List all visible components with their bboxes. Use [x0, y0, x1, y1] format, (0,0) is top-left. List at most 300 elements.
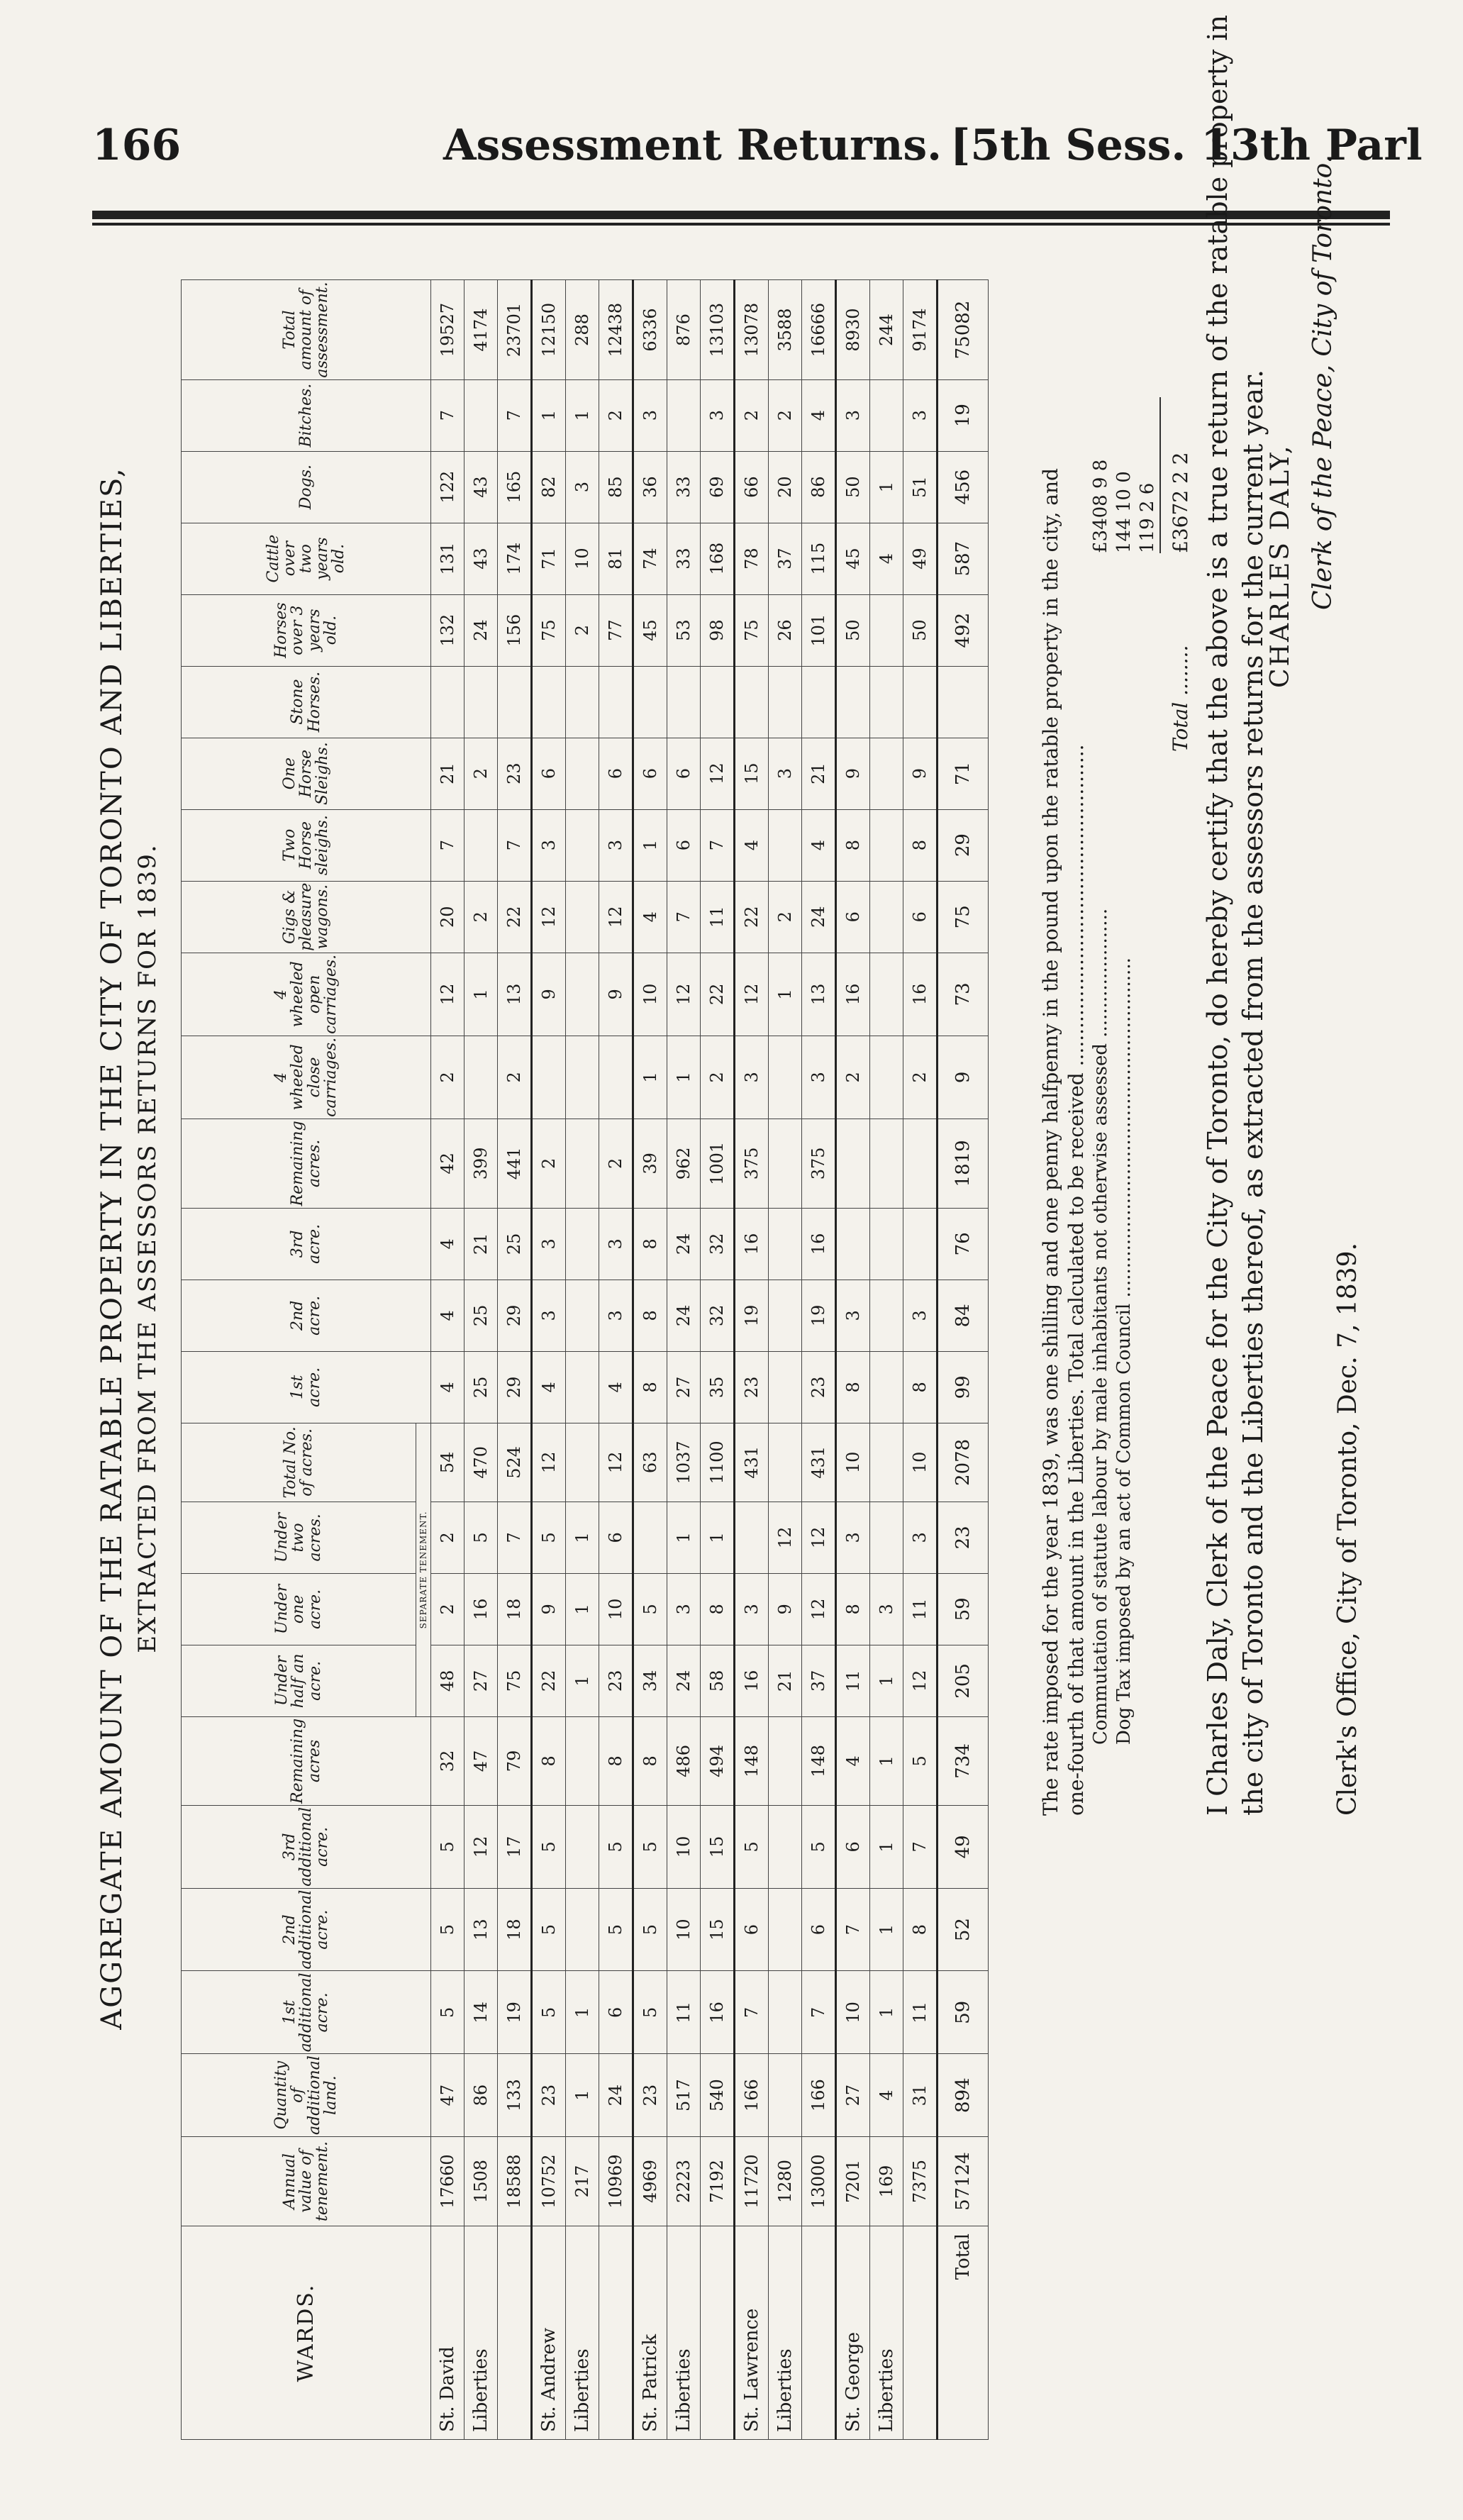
table-cell: 9	[769, 1573, 802, 1645]
table-cell: 33	[667, 523, 701, 594]
table-cell: 25	[498, 1208, 532, 1280]
table-cell: 15	[735, 738, 769, 809]
column-header-label: One Horse Sleighs.	[280, 742, 332, 805]
table-cell: 9	[532, 1573, 566, 1645]
column-header	[182, 1971, 431, 2054]
subtotal-row	[498, 280, 532, 2440]
table-cell: 1	[870, 1716, 903, 1805]
table-cell: 33	[667, 451, 701, 523]
table-cell	[566, 1036, 599, 1119]
total-cell: 71	[938, 738, 989, 809]
table-cell: 5	[599, 1805, 633, 1888]
table-cell: 6336	[633, 280, 667, 379]
table-cell	[465, 809, 498, 881]
table-cell	[769, 1805, 802, 1888]
table-cell	[870, 379, 903, 451]
column-header	[182, 1805, 431, 1888]
table-cell: 5	[532, 1502, 566, 1573]
table-cell	[870, 1423, 903, 1502]
table-cell: 69	[701, 451, 735, 523]
table-cell: 399	[465, 1119, 498, 1208]
total-cell: 75	[938, 881, 989, 953]
subtotal-row	[599, 280, 633, 2440]
ward-name: St. Lawrence	[735, 2226, 769, 2440]
total-cell: 894	[938, 2054, 989, 2137]
table-cell: 31	[903, 2054, 938, 2137]
table-cell: 27	[465, 1645, 498, 1716]
separate-tenement-header: SEPARATE TENEMENT.	[416, 1423, 431, 1716]
table-cell: 133	[498, 2054, 532, 2137]
table-cell: 3	[836, 1502, 870, 1573]
table-cell: 19	[802, 1280, 836, 1351]
rate-note-line2: one-fourth of that amount in the Liberties. Total calculated to be received ...................................................	[1064, 744, 1088, 1816]
table-cell	[735, 1502, 769, 1573]
table-cell: 5	[633, 1971, 667, 2054]
certification-line2: the city of Toronto and the Liberties thereof, as extracted from the assessors returns for the current year.	[1237, 369, 1269, 1816]
table-cell: 19	[735, 1280, 769, 1351]
table-cell: 1	[667, 1036, 701, 1119]
table-cell: 7	[701, 809, 735, 881]
table-cell: 4	[836, 1716, 870, 1805]
table-cell: 13103	[701, 280, 735, 379]
table-cell: 5	[532, 1805, 566, 1888]
table-cell: 79	[498, 1716, 532, 1805]
table-cell: 1	[465, 953, 498, 1036]
column-header	[182, 1036, 431, 1119]
table-cell: 6	[836, 881, 870, 953]
table-cell: 4	[802, 379, 836, 451]
table-cell: 86	[802, 451, 836, 523]
table-cell: 85	[599, 451, 633, 523]
session-label: [5th Sess. 13th Parl	[950, 121, 1423, 170]
table-cell: 2223	[667, 2137, 701, 2226]
table-cell: 7	[667, 881, 701, 953]
total-cell: 23	[938, 1502, 989, 1573]
table-cell: 7	[498, 379, 532, 451]
table-cell: 15	[701, 1888, 735, 1971]
table-cell	[769, 2054, 802, 2137]
column-header	[182, 1119, 431, 1208]
wards-header: WARDS.	[182, 2226, 431, 2440]
table-cell: 2	[431, 1036, 465, 1119]
table-cell: 10	[566, 523, 599, 594]
table-cell: 16	[735, 1208, 769, 1280]
table-cell: 51	[903, 451, 938, 523]
table-cell: 11	[903, 1573, 938, 1645]
table-cell: 16	[465, 1573, 498, 1645]
column-header	[182, 953, 431, 1036]
page-title: Assessment Returns.	[443, 121, 942, 170]
table-cell: 18588	[498, 2137, 532, 2226]
table-cell: 8930	[836, 280, 870, 379]
ward-name: Liberties	[769, 2226, 802, 2440]
total-cell: 57124	[938, 2137, 989, 2226]
table-cell: 6	[802, 1888, 836, 1971]
total-cell: 76	[938, 1208, 989, 1280]
table-cell	[870, 1502, 903, 1573]
table-cell: 7	[735, 1971, 769, 2054]
table-cell: 27	[836, 2054, 870, 2137]
table-cell: 18	[498, 1888, 532, 1971]
total-cell: 99	[938, 1351, 989, 1423]
table-cell: 156	[498, 594, 532, 666]
table-cell: 21	[431, 738, 465, 809]
table-cell: 8	[599, 1716, 633, 1805]
table-cell: 6	[836, 1805, 870, 1888]
table-cell	[870, 594, 903, 666]
total-cell	[938, 666, 989, 738]
table-cell: 3	[735, 1573, 769, 1645]
column-header	[182, 1573, 416, 1645]
page-number: 166	[92, 121, 182, 170]
table-cell: 5	[431, 1888, 465, 1971]
table-cell: 1	[566, 1971, 599, 2054]
table-cell: 12	[769, 1502, 802, 1573]
table-cell: 77	[599, 594, 633, 666]
table-cell: 43	[465, 451, 498, 523]
table-cell	[870, 1280, 903, 1351]
table-cell	[769, 1119, 802, 1208]
total-label: Total	[938, 2226, 989, 2440]
table-cell	[566, 1351, 599, 1423]
table-cell	[566, 953, 599, 1036]
table-cell: 217	[566, 2137, 599, 2226]
table-cell: 14	[465, 1971, 498, 2054]
table-cell: 12	[465, 1805, 498, 1888]
table-cell: 2	[498, 1036, 532, 1119]
table-cell: 5	[633, 1805, 667, 1888]
ward-name	[701, 2226, 735, 2440]
table-cell	[465, 1036, 498, 1119]
column-header	[182, 666, 431, 738]
table-cell	[667, 379, 701, 451]
table-cell: 8	[903, 1351, 938, 1423]
table-cell	[870, 809, 903, 881]
table-cell: 15	[701, 1805, 735, 1888]
table-cell	[870, 666, 903, 738]
table-cell	[566, 1208, 599, 1280]
table-cell: 165	[498, 451, 532, 523]
table-cell	[667, 666, 701, 738]
table-cell: 8	[633, 1716, 667, 1805]
table-cell	[769, 1280, 802, 1351]
table-cell: 1	[633, 809, 667, 881]
column-header	[182, 1280, 431, 1351]
table-cell	[802, 666, 836, 738]
table-cell: 4	[870, 2054, 903, 2137]
table-subtitle: EXTRACTED FROM THE ASSESSORS RETURNS FOR 1839.	[133, 843, 162, 1653]
column-header-label: 1st acre.	[289, 1367, 323, 1407]
table-cell: 11	[701, 881, 735, 953]
table-cell: 17660	[431, 2137, 465, 2226]
table-row	[870, 280, 903, 2440]
table-cell: 4	[633, 881, 667, 953]
table-cell: 27	[667, 1351, 701, 1423]
table-cell: 18	[498, 1573, 532, 1645]
column-header	[182, 1208, 431, 1280]
table-cell	[903, 1208, 938, 1280]
table-header-row	[182, 280, 416, 2440]
table-cell: 1	[870, 1971, 903, 2054]
table-cell	[769, 1971, 802, 2054]
table-cell	[769, 1036, 802, 1119]
assessment-table	[181, 279, 989, 2440]
table-cell: 75	[532, 594, 566, 666]
table-cell: 3	[532, 1280, 566, 1351]
amount-value: £3408 9 8	[1090, 459, 1111, 553]
table-cell: 132	[431, 594, 465, 666]
column-header-label: Annual value of tenement.	[280, 2141, 332, 2221]
total-cell: 205	[938, 1645, 989, 1716]
table-cell: 4	[532, 1351, 566, 1423]
table-cell: 375	[735, 1119, 769, 1208]
table-body	[431, 280, 989, 2440]
table-cell	[769, 1423, 802, 1502]
table-cell: 5	[735, 1805, 769, 1888]
table-cell: 431	[735, 1423, 769, 1502]
table-cell: 4	[599, 1351, 633, 1423]
table-cell: 375	[802, 1119, 836, 1208]
table-cell: 75	[498, 1645, 532, 1716]
table-cell	[465, 379, 498, 451]
table-cell: 98	[701, 594, 735, 666]
table-cell: 2	[599, 379, 633, 451]
table-cell	[566, 881, 599, 953]
table-cell: 4	[431, 1351, 465, 1423]
table-cell: 5	[532, 1888, 566, 1971]
table-cell	[870, 1208, 903, 1280]
column-header	[182, 738, 431, 809]
total-cell: 75082	[938, 280, 989, 379]
table-cell: 2	[465, 881, 498, 953]
table-cell: 47	[431, 2054, 465, 2137]
table-cell: 24	[599, 2054, 633, 2137]
total-cell: 59	[938, 1971, 989, 2054]
table-cell: 9	[903, 738, 938, 809]
table-cell: 8	[836, 809, 870, 881]
table-cell: 8	[701, 1573, 735, 1645]
table-cell: 1	[870, 451, 903, 523]
table-cell: 9	[532, 953, 566, 1036]
table-cell: 71	[532, 523, 566, 594]
table-cell: 431	[802, 1423, 836, 1502]
table-cell	[903, 1119, 938, 1208]
table-cell: 2	[566, 594, 599, 666]
table-cell: 2	[836, 1036, 870, 1119]
table-cell: 6	[667, 738, 701, 809]
table-cell: 11720	[735, 2137, 769, 2226]
table-cell: 82	[532, 451, 566, 523]
column-header-label: Bitches.	[296, 383, 315, 448]
column-header-label: Total No. of acres.	[281, 1426, 316, 1499]
table-cell: 37	[769, 523, 802, 594]
column-header-label: Horses over 3 years old.	[272, 602, 340, 658]
column-header-label: 3rd acre.	[289, 1223, 323, 1264]
table-cell: 86	[465, 2054, 498, 2137]
table-cell: 66	[735, 451, 769, 523]
table-cell: 2	[431, 1573, 465, 1645]
column-header-label: Total amount of assessment.	[280, 282, 332, 378]
column-header-label: Cattle over two years old.	[264, 534, 348, 583]
table-cell: 169	[870, 2137, 903, 2226]
table-cell: 23	[599, 1645, 633, 1716]
table-cell: 22	[532, 1645, 566, 1716]
table-cell: 23	[498, 738, 532, 809]
column-header-label: 2nd acre.	[289, 1295, 323, 1336]
table-cell	[566, 1805, 599, 1888]
column-header-label: 2nd additional acre.	[280, 1889, 332, 1970]
table-cell	[566, 738, 599, 809]
table-cell: 26	[769, 594, 802, 666]
table-cell: 166	[735, 2054, 769, 2137]
table-cell: 12	[599, 881, 633, 953]
table-cell: 1	[870, 1888, 903, 1971]
office-dateline: Clerk's Office, City of Toronto, Dec. 7, 1839.	[1333, 1243, 1362, 1816]
total-cell: 456	[938, 451, 989, 523]
table-cell: 63	[633, 1423, 667, 1502]
table-cell: 50	[836, 451, 870, 523]
column-header	[182, 809, 431, 881]
table-cell: 517	[667, 2054, 701, 2137]
column-header-label: Gigs & pleasure wagons.	[280, 882, 332, 951]
table-cell: 24	[465, 594, 498, 666]
ward-name	[802, 2226, 836, 2440]
table-cell: 1	[566, 379, 599, 451]
table-cell: 48	[431, 1645, 465, 1716]
table-cell: 19	[498, 1971, 532, 2054]
table-cell: 2	[465, 738, 498, 809]
column-header	[182, 1502, 416, 1573]
table-cell: 11	[836, 1645, 870, 1716]
table-cell: 22	[701, 953, 735, 1036]
table-cell: 486	[667, 1716, 701, 1805]
total-cell: 734	[938, 1716, 989, 1805]
table-cell: 441	[498, 1119, 532, 1208]
table-cell: 50	[836, 594, 870, 666]
table-cell: 3	[836, 1280, 870, 1351]
table-cell: 19527	[431, 280, 465, 379]
table-cell: 32	[701, 1280, 735, 1351]
table-cell: 34	[633, 1645, 667, 1716]
table-cell: 3	[633, 379, 667, 451]
table-cell: 81	[599, 523, 633, 594]
table-cell	[599, 1036, 633, 1119]
table-cell: 3	[836, 379, 870, 451]
table-cell: 3	[667, 1573, 701, 1645]
table-cell: 962	[667, 1119, 701, 1208]
table-cell: 7	[498, 809, 532, 881]
table-cell: 10	[667, 1805, 701, 1888]
total-cell: 49	[938, 1805, 989, 1888]
total-cell: 1819	[938, 1119, 989, 1208]
table-cell	[769, 666, 802, 738]
table-cell: 16	[802, 1208, 836, 1280]
table-cell	[769, 1351, 802, 1423]
table-cell: 122	[431, 451, 465, 523]
table-row	[633, 280, 667, 2440]
table-cell: 3	[599, 809, 633, 881]
signature-name: CHARLES DALY,	[1266, 443, 1295, 688]
table-cell	[566, 666, 599, 738]
table-cell: 1280	[769, 2137, 802, 2226]
table-cell: 10	[836, 1971, 870, 2054]
total-cell: 492	[938, 594, 989, 666]
column-header-label: Quantity of additional land.	[272, 2055, 340, 2135]
ward-name	[903, 2226, 938, 2440]
table-cell: 17	[498, 1805, 532, 1888]
table-cell: 42	[431, 1119, 465, 1208]
table-cell: 12	[532, 1423, 566, 1502]
table-cell: 7	[431, 379, 465, 451]
table-cell: 53	[667, 594, 701, 666]
table-cell: 8	[633, 1351, 667, 1423]
table-cell: 7201	[836, 2137, 870, 2226]
table-cell: 12	[667, 953, 701, 1036]
table-cell: 1	[633, 1036, 667, 1119]
table-cell: 6	[532, 738, 566, 809]
table-cell: 1100	[701, 1423, 735, 1502]
table-cell: 1037	[667, 1423, 701, 1502]
table-cell: 25	[465, 1351, 498, 1423]
table-cell: 3	[802, 1036, 836, 1119]
table-cell: 6	[667, 809, 701, 881]
table-cell: 16666	[802, 280, 836, 379]
table-cell: 6	[599, 738, 633, 809]
table-cell: 23	[735, 1351, 769, 1423]
table-cell: 20	[431, 881, 465, 953]
table-cell	[566, 1280, 599, 1351]
table-row	[769, 280, 802, 2440]
table-cell: 8	[532, 1716, 566, 1805]
table-cell: 876	[667, 280, 701, 379]
table-cell: 8	[836, 1351, 870, 1423]
table-cell: 1	[532, 379, 566, 451]
table-cell: 3	[903, 1280, 938, 1351]
table-cell: 2	[769, 379, 802, 451]
table-cell: 21	[769, 1645, 802, 1716]
table-cell: 244	[870, 280, 903, 379]
table-row	[532, 280, 566, 2440]
table-cell: 21	[465, 1208, 498, 1280]
subtotal-row	[903, 280, 938, 2440]
table-cell: 13000	[802, 2137, 836, 2226]
table-cell: 75	[735, 594, 769, 666]
table-cell: 24	[667, 1208, 701, 1280]
column-header-label: 3rd additional acre.	[280, 1806, 332, 1887]
table-cell	[769, 809, 802, 881]
column-header	[182, 451, 431, 523]
table-cell: 10	[903, 1423, 938, 1502]
table-cell: 101	[802, 594, 836, 666]
table-cell: 2	[431, 1502, 465, 1573]
table-cell: 3	[599, 1208, 633, 1280]
table-cell	[465, 666, 498, 738]
table-cell: 23701	[498, 280, 532, 379]
table-cell	[566, 1119, 599, 1208]
table-cell: 1	[870, 1805, 903, 1888]
table-cell	[870, 1351, 903, 1423]
table-cell: 13	[498, 953, 532, 1036]
column-header-label: 1st additional acre.	[280, 1972, 332, 2053]
total-row	[938, 280, 989, 2440]
ward-name: St. David	[431, 2226, 465, 2440]
column-header-label: Remaining acres	[289, 1718, 323, 1804]
table-cell: 540	[701, 2054, 735, 2137]
table-cell: 1	[566, 1645, 599, 1716]
table-cell: 35	[701, 1351, 735, 1423]
total-cell: 84	[938, 1280, 989, 1351]
table-cell: 3	[599, 1280, 633, 1351]
